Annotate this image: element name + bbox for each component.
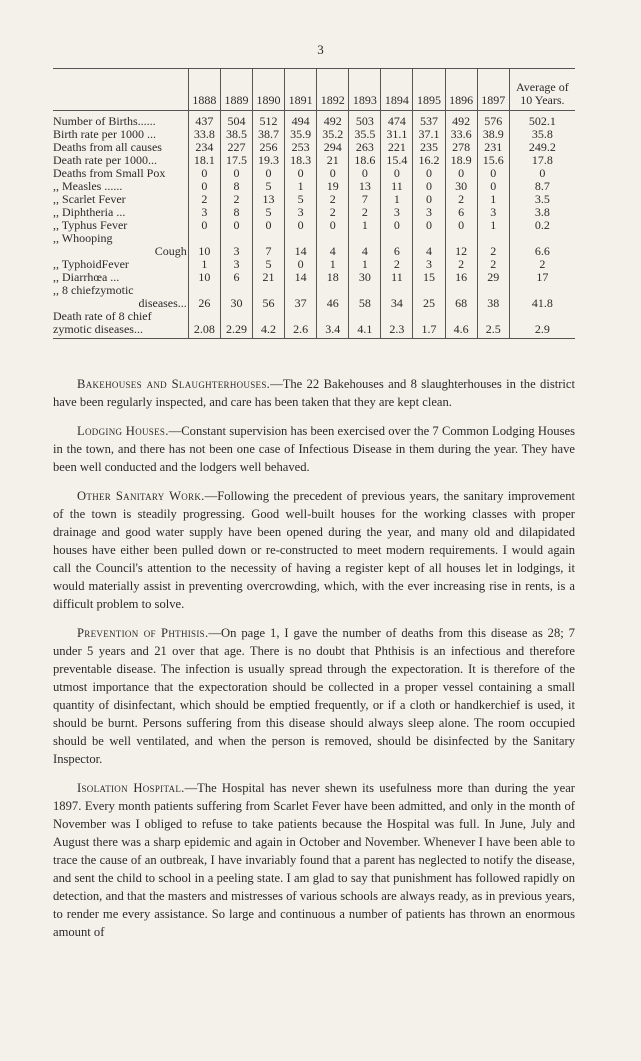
- value-cell: 576: [477, 111, 509, 129]
- row-label: ,, Measles ......: [53, 179, 123, 193]
- value-cell: 2: [349, 206, 381, 219]
- value-cell: 14: [285, 232, 317, 258]
- year-header: 1890: [253, 69, 285, 111]
- value-cell: 29: [477, 271, 509, 284]
- average-cell: 2.9: [509, 310, 575, 339]
- table-header-row: [53, 69, 575, 111]
- value-cell: 4.2: [253, 310, 285, 339]
- year-header: 1893: [349, 69, 381, 111]
- value-cell: 18.9: [445, 154, 477, 167]
- table-row: [53, 167, 575, 180]
- value-cell: 46: [317, 284, 349, 310]
- year-header: 1896: [445, 69, 477, 111]
- value-cell: 8: [220, 206, 252, 219]
- value-cell: 38.5: [220, 128, 252, 141]
- value-cell: 221: [381, 141, 413, 154]
- value-cell: 2: [188, 193, 220, 206]
- row-label-line-1: ,, 8 chiefzymotic: [53, 283, 134, 297]
- paragraph-heading: Prevention of Phthisis.: [77, 626, 209, 640]
- value-cell: 56: [253, 284, 285, 310]
- value-cell: 33.6: [445, 128, 477, 141]
- average-cell: 3.8: [509, 206, 575, 219]
- year-header: 1888: [188, 69, 220, 111]
- row-label-line-2: diseases...: [138, 296, 187, 310]
- value-cell: 2: [477, 258, 509, 271]
- average-cell: 35.8: [509, 128, 575, 141]
- value-cell: 3: [413, 258, 445, 271]
- value-cell: 0: [317, 219, 349, 232]
- value-cell: 3: [220, 232, 252, 258]
- value-cell: 15.4: [381, 154, 413, 167]
- value-cell: 0: [220, 219, 252, 232]
- value-cell: 0: [253, 219, 285, 232]
- value-cell: 0: [285, 167, 317, 180]
- value-cell: 2: [381, 258, 413, 271]
- value-cell: 17.5: [220, 154, 252, 167]
- row-label: Deaths from all causes: [53, 140, 162, 154]
- value-cell: 6: [381, 232, 413, 258]
- value-cell: 13: [253, 193, 285, 206]
- value-cell: 5: [253, 180, 285, 193]
- value-cell: 294: [317, 141, 349, 154]
- average-cell: 0: [509, 167, 575, 180]
- value-cell: 3: [413, 206, 445, 219]
- value-cell: 37: [285, 284, 317, 310]
- paragraph-body: —The 22 Bakehouses and 8 slaughterhouses in the district have been regularly inspected, and care has been taken that they are kept clean.: [53, 377, 576, 409]
- average-cell: 17.8: [509, 154, 575, 167]
- value-cell: 68: [445, 284, 477, 310]
- paragraph-sanitary-work: [53, 487, 575, 613]
- average-cell: 17: [509, 271, 575, 284]
- value-cell: 0: [220, 167, 252, 180]
- value-cell: 0: [349, 167, 381, 180]
- value-cell: 5: [285, 193, 317, 206]
- value-cell: 503: [349, 111, 381, 129]
- value-cell: 0: [188, 180, 220, 193]
- value-cell: 437: [188, 111, 220, 129]
- value-cell: 474: [381, 111, 413, 129]
- value-cell: 18.6: [349, 154, 381, 167]
- paragraph-heading: Lodging Houses.: [77, 424, 169, 438]
- table-row: [53, 111, 575, 129]
- table-row: [53, 284, 575, 310]
- paragraph-heading: Other Sanitary Work.: [77, 489, 205, 503]
- value-cell: 1: [349, 219, 381, 232]
- paragraph-body: —Constant supervision has been exercised over the 7 Common Lodging Houses in the town, and there has not been one case of Infectious Disease in them during the year. They have been well conducted and the lodgers well behaved.: [53, 424, 575, 474]
- value-cell: 6: [220, 271, 252, 284]
- value-cell: 14: [285, 271, 317, 284]
- value-cell: 1: [477, 219, 509, 232]
- value-cell: 30: [445, 180, 477, 193]
- year-header: 1892: [317, 69, 349, 111]
- row-label: Deaths from Small Pox: [53, 166, 166, 180]
- year-header: 1891: [285, 69, 317, 111]
- value-cell: 0: [317, 167, 349, 180]
- row-label-line-2: zymotic diseases...: [53, 322, 143, 336]
- value-cell: 235: [413, 141, 445, 154]
- average-cell: 249.2: [509, 141, 575, 154]
- value-cell: 11: [381, 271, 413, 284]
- row-label-line-2: Cough: [154, 244, 187, 258]
- value-cell: 4: [349, 232, 381, 258]
- value-cell: 263: [349, 141, 381, 154]
- paragraph-lodging-houses: [53, 422, 575, 476]
- year-header: 1889: [220, 69, 252, 111]
- row-label-line-1: ,, Whooping: [53, 231, 113, 245]
- value-cell: 3: [188, 206, 220, 219]
- paragraph-body: —The Hospital has never shewn its usefulness more than during the year 1897. Every month patients suffering from Scarlet Fever have been admitted, and only in the month of November was I obliged to refuse to take patients because the Hospital was full. In June, July and August there was a sharp epidemic and again in October and November. Whenever I have been able to trace the cause of an outbreak, I have invariably found that a parent has neglected to notify the disease, and sent the child to school in a peeling state. I am glad to say that punishment has followed rapidly on detection, and that the masters and mistresses of various schools are always ready, as in previous years, to render me every assistance. So large and continuous a number of patients has thrown an enormous amount of: [53, 781, 575, 939]
- value-cell: 2: [220, 193, 252, 206]
- value-cell: 1: [285, 180, 317, 193]
- value-cell: 1: [349, 258, 381, 271]
- value-cell: 30: [349, 271, 381, 284]
- row-label: [53, 310, 188, 339]
- value-cell: 38.7: [253, 128, 285, 141]
- value-cell: 13: [349, 180, 381, 193]
- page-number: 3: [317, 42, 324, 57]
- paragraph-bakehouses: [53, 375, 575, 411]
- row-label: ,, Scarlet Fever: [53, 192, 126, 206]
- value-cell: 38: [477, 284, 509, 310]
- value-cell: 11: [381, 180, 413, 193]
- value-cell: 26: [188, 284, 220, 310]
- value-cell: 2.29: [220, 310, 252, 339]
- value-cell: 0: [413, 180, 445, 193]
- value-cell: 0: [285, 219, 317, 232]
- row-label: Death rate per 1000...: [53, 153, 157, 167]
- table-row: [53, 219, 575, 232]
- value-cell: 19.3: [253, 154, 285, 167]
- row-label: [53, 284, 188, 310]
- value-cell: 35.2: [317, 128, 349, 141]
- value-cell: 1.7: [413, 310, 445, 339]
- value-cell: 21: [317, 154, 349, 167]
- value-cell: 0: [413, 219, 445, 232]
- value-cell: 16: [445, 271, 477, 284]
- table-row: [53, 206, 575, 219]
- average-cell: 2: [509, 258, 575, 271]
- value-cell: 278: [445, 141, 477, 154]
- value-cell: 0: [413, 193, 445, 206]
- value-cell: 0: [253, 167, 285, 180]
- value-cell: 15.6: [477, 154, 509, 167]
- value-cell: 2: [445, 193, 477, 206]
- value-cell: 2.5: [477, 310, 509, 339]
- value-cell: 33.8: [188, 128, 220, 141]
- value-cell: 6: [445, 206, 477, 219]
- row-label: ,, Diphtheria ...: [53, 205, 126, 219]
- table-row: [53, 180, 575, 193]
- vital-statistics-table: [53, 68, 575, 339]
- value-cell: 0: [477, 180, 509, 193]
- average-cell: 502.1: [509, 111, 575, 129]
- value-cell: 2: [477, 232, 509, 258]
- value-cell: 0: [413, 167, 445, 180]
- value-cell: 18: [317, 271, 349, 284]
- value-cell: 2: [445, 258, 477, 271]
- value-cell: 2.6: [285, 310, 317, 339]
- value-cell: 31.1: [381, 128, 413, 141]
- value-cell: 492: [445, 111, 477, 129]
- value-cell: 30: [220, 284, 252, 310]
- header-label-cell: [53, 69, 188, 111]
- value-cell: 0: [188, 167, 220, 180]
- value-cell: 494: [285, 111, 317, 129]
- value-cell: 1: [381, 193, 413, 206]
- value-cell: 18.3: [285, 154, 317, 167]
- value-cell: 37.1: [413, 128, 445, 141]
- value-cell: 2: [317, 193, 349, 206]
- report-text: [53, 375, 575, 952]
- value-cell: 253: [285, 141, 317, 154]
- value-cell: 3: [285, 206, 317, 219]
- row-label: Number of Births......: [53, 114, 156, 128]
- value-cell: 16.2: [413, 154, 445, 167]
- value-cell: 1: [317, 258, 349, 271]
- value-cell: 4: [413, 232, 445, 258]
- value-cell: 38.9: [477, 128, 509, 141]
- value-cell: 0: [477, 167, 509, 180]
- value-cell: 10: [188, 232, 220, 258]
- value-cell: 4.6: [445, 310, 477, 339]
- value-cell: 3: [381, 206, 413, 219]
- value-cell: 0: [381, 219, 413, 232]
- row-label-line-1: Death rate of 8 chief: [53, 309, 152, 323]
- value-cell: 537: [413, 111, 445, 129]
- value-cell: 8: [220, 180, 252, 193]
- value-cell: 512: [253, 111, 285, 129]
- value-cell: 504: [220, 111, 252, 129]
- value-cell: 34: [381, 284, 413, 310]
- average-cell: 6.6: [509, 232, 575, 258]
- value-cell: 4.1: [349, 310, 381, 339]
- table-row: [53, 310, 575, 339]
- row-label: ,, TyphoidFever: [53, 257, 129, 271]
- table-row: [53, 193, 575, 206]
- value-cell: 7: [349, 193, 381, 206]
- average-cell: 41.8: [509, 284, 575, 310]
- value-cell: 0: [381, 167, 413, 180]
- value-cell: 25: [413, 284, 445, 310]
- value-cell: 231: [477, 141, 509, 154]
- year-header: 1897: [477, 69, 509, 111]
- value-cell: 1: [188, 258, 220, 271]
- value-cell: 18.1: [188, 154, 220, 167]
- value-cell: 3.4: [317, 310, 349, 339]
- value-cell: 15: [413, 271, 445, 284]
- value-cell: 2.3: [381, 310, 413, 339]
- value-cell: 35.5: [349, 128, 381, 141]
- value-cell: 10: [188, 271, 220, 284]
- paragraph-isolation-hospital: [53, 779, 575, 941]
- paragraph-body: —On page 1, I gave the number of deaths from this disease as 28; 7 under 5 years and 21 over that age. There is no doubt that Phthisis is an infectious and therefore preventable disease. The infection is usually spread through the expectoration. It is therefore of the utmost importance that the expectoration should be collected in a proper vessel containing a small quantity of disinfectant, which should be emptied frequently, or if a cloth or handkerchief is used, it should be burnt. Persons suffering from this disease should always sleep alone. The room occupied should be well ventilated, and when the person is removed, should be disinfected by the Sanitary Inspector.: [53, 626, 575, 766]
- value-cell: 0: [285, 258, 317, 271]
- paragraph-phthisis: [53, 624, 575, 768]
- value-cell: 7: [253, 232, 285, 258]
- average-cell: 8.7: [509, 180, 575, 193]
- value-cell: 3: [477, 206, 509, 219]
- year-header: 1895: [413, 69, 445, 111]
- value-cell: 5: [253, 258, 285, 271]
- value-cell: 3: [220, 258, 252, 271]
- value-cell: 21: [253, 271, 285, 284]
- value-cell: 12: [445, 232, 477, 258]
- value-cell: 58: [349, 284, 381, 310]
- average-header-line-2: 10 Years.: [520, 93, 565, 107]
- value-cell: 35.9: [285, 128, 317, 141]
- value-cell: 1: [477, 193, 509, 206]
- row-label: Birth rate per 1000 ...: [53, 127, 156, 141]
- year-header: 1894: [381, 69, 413, 111]
- value-cell: 19: [317, 180, 349, 193]
- value-cell: 2: [317, 206, 349, 219]
- value-cell: 0: [445, 219, 477, 232]
- row-label: ,, Typhus Fever: [53, 218, 128, 232]
- paragraph-heading: Isolation Hospital.: [77, 781, 185, 795]
- value-cell: 0: [445, 167, 477, 180]
- average-header: [509, 69, 575, 111]
- value-cell: 234: [188, 141, 220, 154]
- row-label: [53, 232, 188, 258]
- average-cell: 3.5: [509, 193, 575, 206]
- value-cell: 227: [220, 141, 252, 154]
- value-cell: 5: [253, 206, 285, 219]
- average-cell: 0.2: [509, 219, 575, 232]
- table-row: [53, 232, 575, 258]
- paragraph-body: —Following the precedent of previous years, the sanitary improvement of the town is steadily progressing. Good well-built houses for the working classes with proper drainage and good water supply have been opened during the year, and many old and dilapidated houses have either been pulled down or re-constructed to meet modern requirements. I would again call the Council's attention to the necessity of having a register kept of all houses let in lodgings, it would materially assist in preventing overcrowding, which, with the ever increasing rise in rents, is a difficult problem to solve.: [53, 489, 575, 611]
- value-cell: 4: [317, 232, 349, 258]
- paragraph-heading: Bakehouses and Slaughterhouses.: [77, 377, 271, 391]
- value-cell: 0: [188, 219, 220, 232]
- value-cell: 492: [317, 111, 349, 129]
- row-label: ,, Diarrhœa ...: [53, 270, 120, 284]
- value-cell: 256: [253, 141, 285, 154]
- average-header-line-1: Average of: [516, 80, 569, 94]
- value-cell: 2.08: [188, 310, 220, 339]
